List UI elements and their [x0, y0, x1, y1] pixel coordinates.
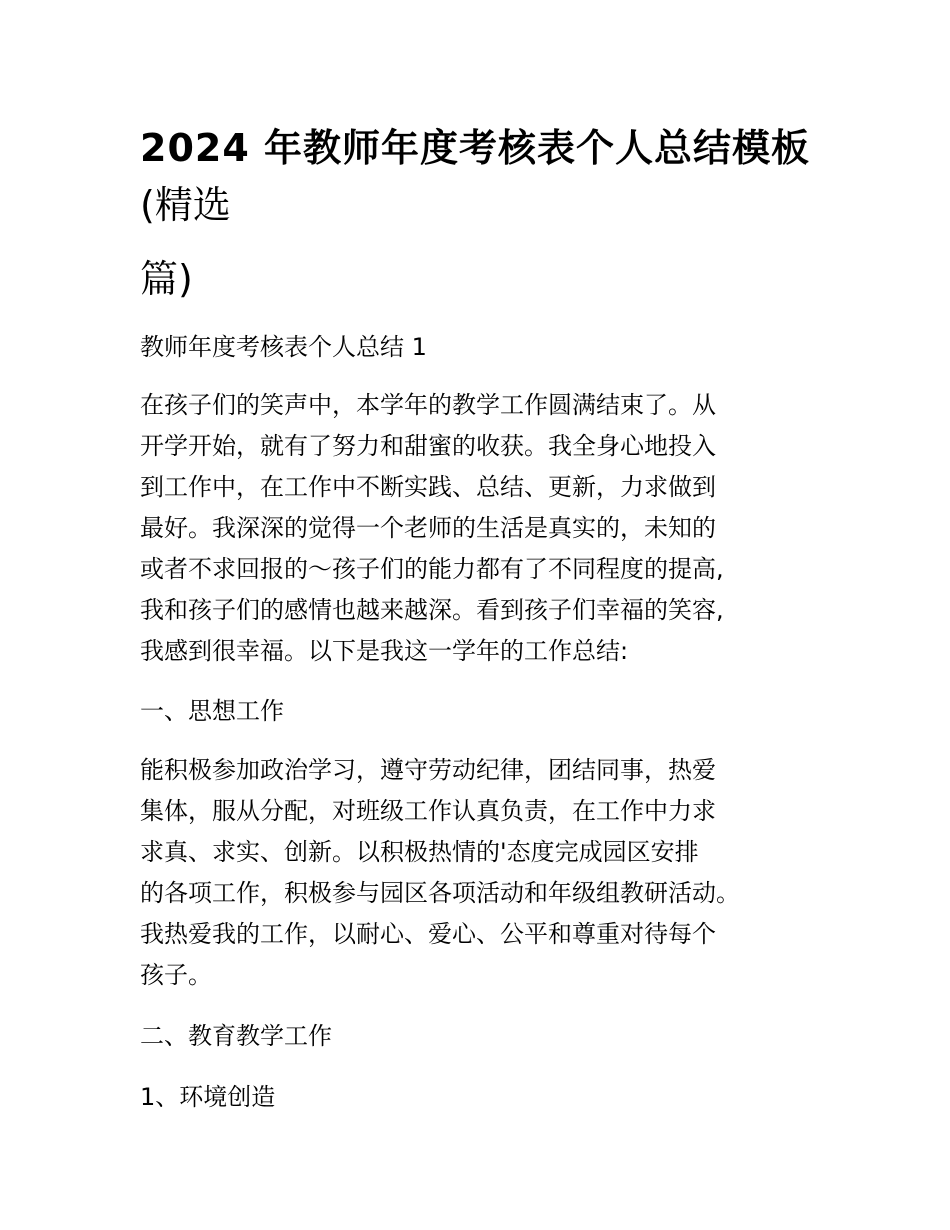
paragraph-line: 孩子。 — [140, 961, 212, 989]
paragraph-line: 的各项工作，积极参与园区各项活动和年级组教研活动。 — [140, 879, 740, 907]
paragraph-line: 我和孩子们的感情也越来越深。看到孩子们幸福的笑容, — [140, 596, 724, 624]
heading-ideological-work: 一、思想工作 — [140, 697, 284, 725]
paragraph-intro — [140, 385, 830, 672]
document-title-line-3: 篇) — [140, 257, 193, 301]
paragraph-line: 在孩子们的笑声中，本学年的教学工作圆满结束了。从 — [140, 391, 716, 419]
paragraph-line: 能积极参加政治学习，遵守劳动纪律，团结同事，热爱 — [140, 756, 716, 784]
paragraph-ideological-work — [140, 750, 830, 996]
paragraph-line: 开学开始，就有了努力和甜蜜的收获。我全身心地投入 — [140, 432, 716, 460]
heading-environment-creation: 1、环境创造 — [140, 1083, 276, 1111]
paragraph-line: 或者不求回报的～孩子们的能力都有了不同程度的提高, — [140, 555, 724, 583]
paragraph-line: 集体，服从分配，对班级工作认真负责，在工作中力求 — [140, 797, 716, 825]
document-title-line-2: (精选 — [140, 183, 231, 227]
paragraph-line: 到工作中，在工作中不断实践、总结、更新，力求做到 — [140, 473, 716, 501]
section-subtitle: 教师年度考核表个人总结 1 — [140, 333, 427, 361]
paragraph-line: 最好。我深深的觉得一个老师的生活是真实的，未知的 — [140, 514, 716, 542]
heading-teaching-work: 二、教育教学工作 — [140, 1022, 332, 1050]
paragraph-line: 求真、求实、创新。以积极热情的'态度完成园区安排 — [140, 838, 699, 866]
paragraph-line: 我热爱我的工作，以耐心、爱心、公平和尊重对待每个 — [140, 920, 716, 948]
document-title-line-1: 2024 年教师年度考核表个人总结模板 — [140, 126, 810, 170]
paragraph-line: 我感到很幸福。以下是我这一学年的工作总结: — [140, 637, 629, 665]
